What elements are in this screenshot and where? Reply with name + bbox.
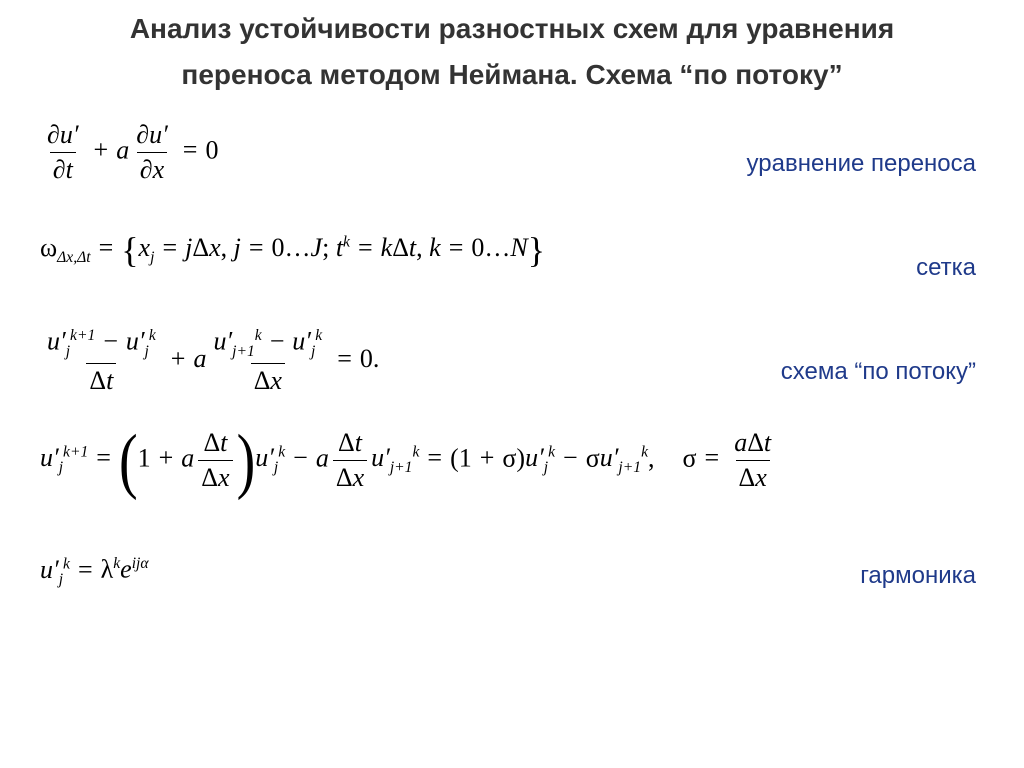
label-upwind-scheme: схема “по потоку” [780,358,976,385]
transport-equation: $\frac{\partial u'}{\partial t}$ + a $\frac{\partial u'}{\partial x}$ = 0 [47,120,219,184]
label-harmonic: гармоника [860,562,976,589]
explicit-update-equation: $u'_j^{k+1} = (1 + a$ $\frac{\Delta t}{\Delta x}$ )$u'_j^k - a$ $\frac{\Delta t}{\Delta x}$ $u'_{j+1}^k = (1 + \sigma)u'_j^k - \sigma u'_{j+1}^k$, σ = $\frac{\text{aΔt}}{\Delta x}$ [40,420,772,501]
label-transport-equation: уравнение переноса [746,150,976,177]
grid-definition: $\omega_{\Delta x,\Delta t} = \{x_j = j\Delta x$, j = 0…J; $t^k = k\Delta t$, k = 0…N} [40,230,545,270]
title-line-2: переноса методом Неймана. Схема “по потоку” [181,59,843,90]
label-grid: сетка [916,254,976,281]
harmonic-equation: $u'_j^k = \lambda^ke^{ij\alpha}$ [40,554,149,588]
upwind-scheme: $\frac{u'_j^{k+1} - u'_j^k}{\Delta t}$ + a $\frac{u'_{j+1}^k - u'_j^k}{\Delta x}$ = 0. [47,326,380,396]
slide-title [0,6,1024,98]
title-line-1: Анализ устойчивости разностных схем для уравнения [129,13,895,44]
